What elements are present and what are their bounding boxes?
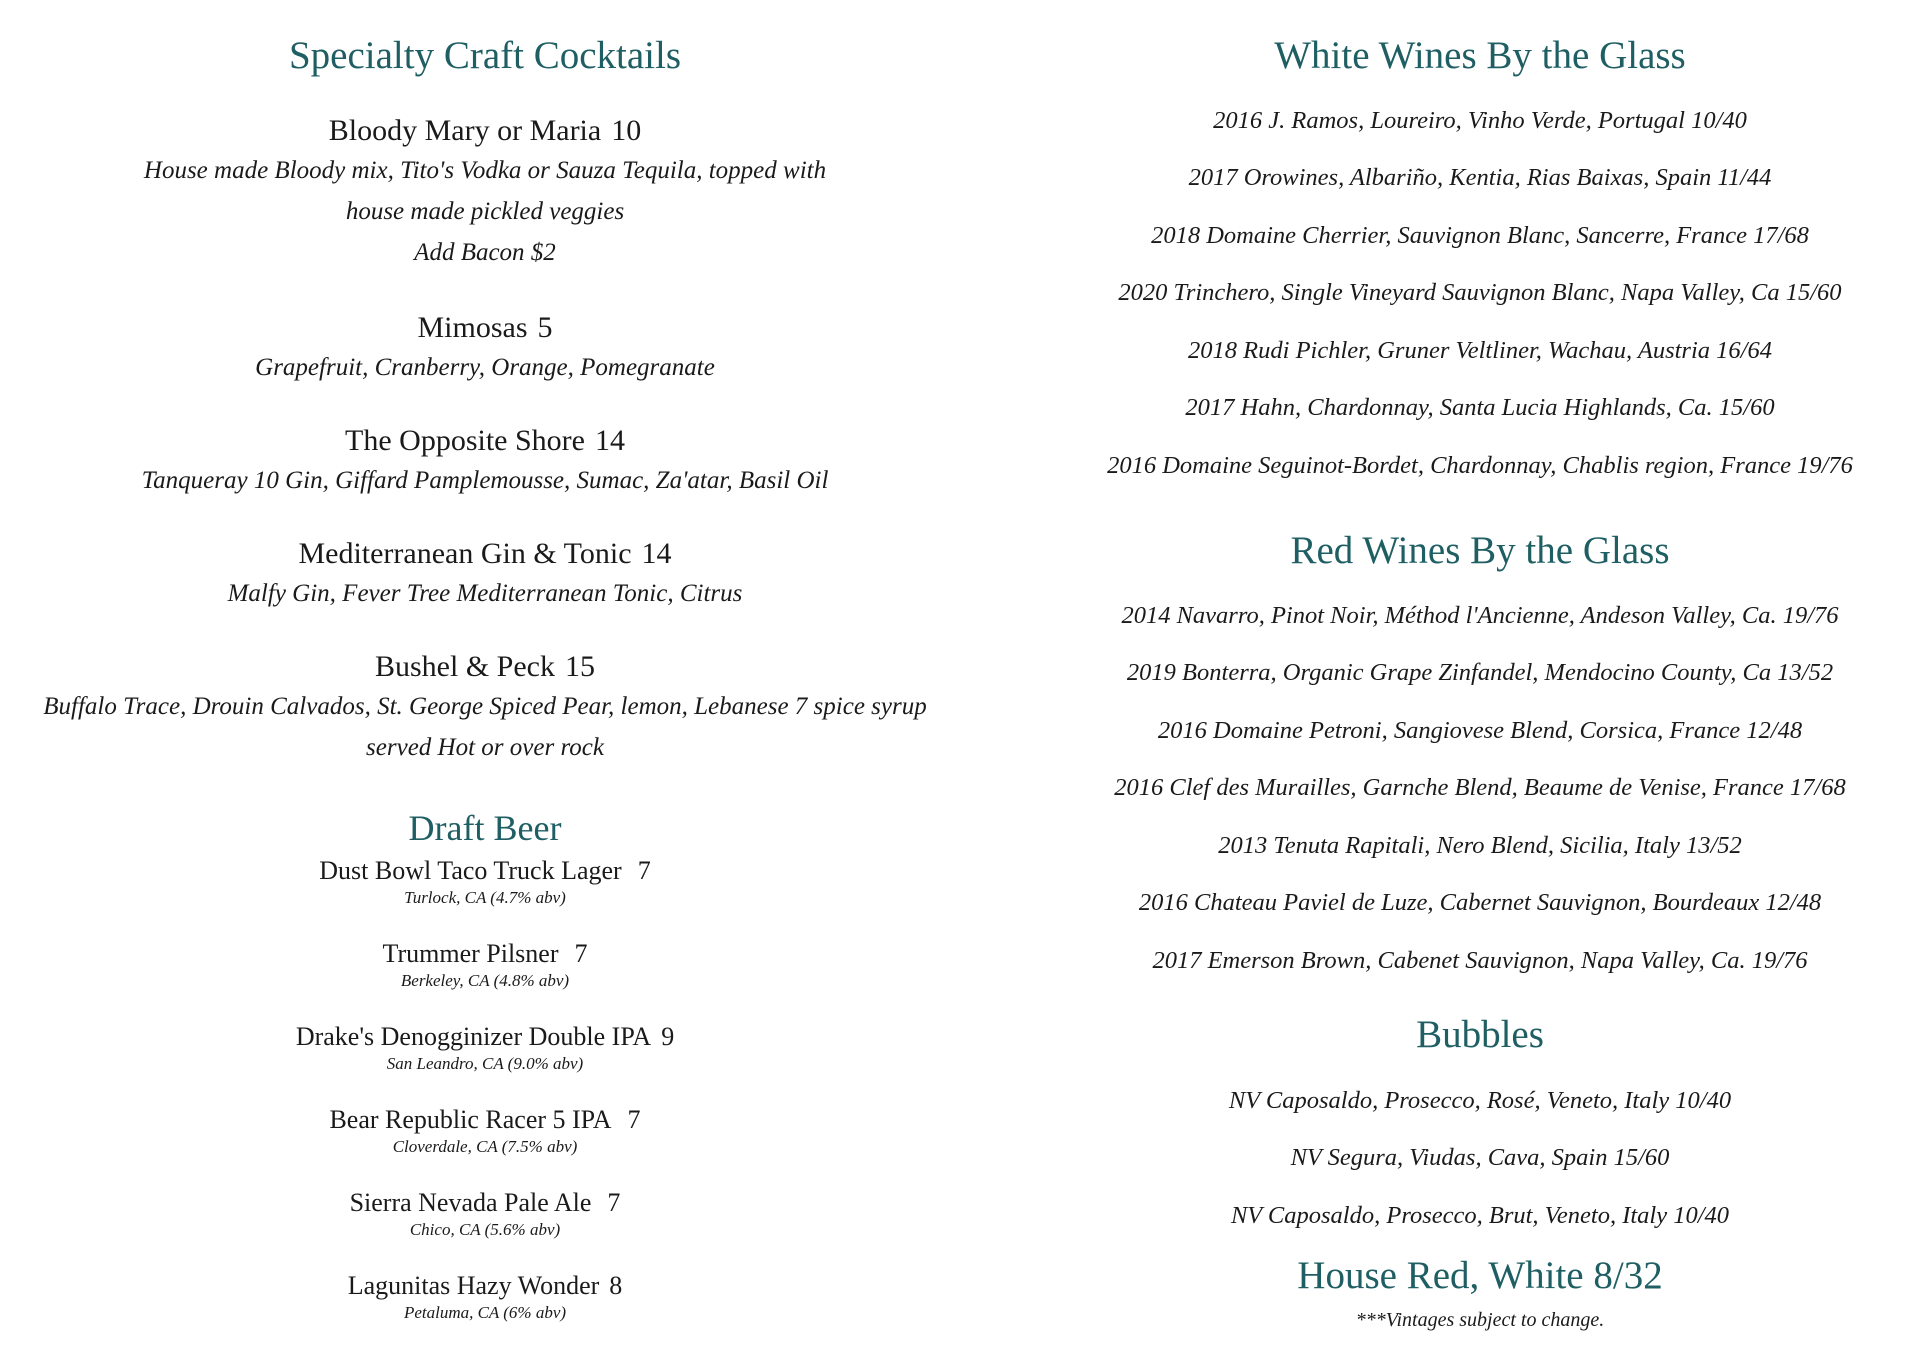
house-wine-title: House Red, White 8/32 <box>1297 1254 1663 1297</box>
cocktail-name: Bloody Mary or Maria 10 <box>328 114 642 147</box>
cocktail-name: The Opposite Shore 14 <box>345 424 625 457</box>
beer-origin: Berkeley, CA (4.8% abv) <box>400 971 570 991</box>
wine-item: 2016 J. Ramos, Loureiro, Vinho Verde, Portugal 10/40 <box>1213 107 1747 134</box>
cocktail-desc: house made pickled veggies <box>345 197 625 225</box>
bubbles-title: Bubbles <box>1416 1013 1544 1056</box>
beer-item <box>0 938 970 993</box>
wine-item: 2017 Emerson Brown, Cabenet Sauvignon, Napa Valley, Ca. 19/76 <box>1152 947 1808 974</box>
beer-name: Bear Republic Racer 5 IPA 7 <box>329 1105 641 1134</box>
beer-name: Dust Bowl Taco Truck Lager 7 <box>319 856 651 885</box>
wine-item: 2018 Domaine Cherrier, Sauvignon Blanc, Sancerre, France 17/68 <box>1151 222 1809 249</box>
wine-item: 2013 Tenuta Rapitali, Nero Blend, Sicilia, Italy 13/52 <box>1218 832 1742 859</box>
cocktail-item <box>0 309 970 388</box>
beer-item <box>0 1187 970 1242</box>
cocktail-desc: House made Bloody mix, Tito's Vodka or Sauza Tequila, topped with <box>143 156 827 184</box>
wine-item: 2018 Rudi Pichler, Gruner Veltliner, Wachau, Austria 16/64 <box>1188 337 1772 364</box>
red-wines-title: Red Wines By the Glass <box>1290 529 1670 572</box>
wine-item: 2016 Clef des Murailles, Garnche Blend, Beaume de Venise, France 17/68 <box>1114 774 1846 801</box>
beer-origin: Petaluma, CA (6% abv) <box>403 1303 567 1323</box>
cocktail-name: Bushel & Peck 15 <box>375 650 595 683</box>
beer-item <box>0 1104 970 1159</box>
beer-name: Sierra Nevada Pale Ale 7 <box>349 1188 621 1217</box>
cocktail-desc: Malfy Gin, Fever Tree Mediterranean Tonic, Citrus <box>227 579 743 607</box>
cocktails-title: Specialty Craft Cocktails <box>288 34 682 77</box>
beer-item <box>0 1270 970 1325</box>
wine-item: 2016 Domaine Petroni, Sangiovese Blend, Corsica, France 12/48 <box>1157 717 1803 744</box>
cocktail-item <box>0 648 970 768</box>
wine-item: 2020 Trinchero, Single Vineyard Sauvignon Blanc, Napa Valley, Ca 15/60 <box>1118 279 1842 306</box>
beer-name: Trummer Pilsner 7 <box>382 939 588 968</box>
wine-item: NV Caposaldo, Prosecco, Brut, Veneto, Italy 10/40 <box>1230 1202 1730 1229</box>
wine-item: 2019 Bonterra, Organic Grape Zinfandel, Mendocino County, Ca 13/52 <box>1126 659 1834 686</box>
beer-name: Lagunitas Hazy Wonder 8 <box>347 1271 623 1300</box>
wine-item: 2014 Navarro, Pinot Noir, Méthod l'Ancienne, Andeson Valley, Ca. 19/76 <box>1121 602 1839 629</box>
wine-item: NV Caposaldo, Prosecco, Rosé, Veneto, Italy 10/40 <box>1228 1087 1732 1114</box>
cocktail-name: Mediterranean Gin & Tonic 14 <box>298 537 672 570</box>
cocktail-item <box>0 112 970 273</box>
cocktail-desc: Buffalo Trace, Drouin Calvados, St. George Spiced Pear, lemon, Lebanese 7 spice syrup <box>43 692 927 720</box>
beer-origin: Turlock, CA (4.7% abv) <box>404 888 566 908</box>
wine-item: 2016 Domaine Seguinot-Bordet, Chardonnay, Chablis region, France 19/76 <box>1107 452 1853 479</box>
beer-origin: Cloverdale, CA (7.5% abv) <box>392 1137 578 1157</box>
cocktail-name: Mimosas 5 <box>417 311 553 344</box>
white-wines-title: White Wines By the Glass <box>1274 34 1686 77</box>
wine-item: 2017 Orowines, Albariño, Kentia, Rias Baixas, Spain 11/44 <box>1188 164 1772 191</box>
draft-beer-title: Draft Beer <box>408 808 562 848</box>
cocktail-item <box>0 535 970 614</box>
beer-item <box>0 855 970 910</box>
cocktail-item <box>0 422 970 501</box>
vintage-note: ***Vintages subject to change. <box>1355 1309 1605 1331</box>
beer-origin: Chico, CA (5.6% abv) <box>409 1220 561 1240</box>
beer-origin: San Leandro, CA (9.0% abv) <box>386 1054 584 1074</box>
cocktail-desc: served Hot or over rock <box>366 733 604 761</box>
cocktail-desc: Tanqueray 10 Gin, Giffard Pamplemousse, Sumac, Za'atar, Basil Oil <box>141 466 829 494</box>
beer-item <box>0 1021 970 1076</box>
wine-item: 2017 Hahn, Chardonnay, Santa Lucia Highlands, Ca. 15/60 <box>1185 394 1775 421</box>
beer-name: Drake's Denogginizer Double IPA 9 <box>295 1022 675 1051</box>
wine-item: 2016 Chateau Paviel de Luze, Cabernet Sauvignon, Bourdeaux 12/48 <box>1138 889 1822 916</box>
wine-item: NV Segura, Viudas, Cava, Spain 15/60 <box>1290 1144 1670 1171</box>
cocktail-desc: Add Bacon $2 <box>414 238 556 266</box>
cocktail-desc: Grapefruit, Cranberry, Orange, Pomegranate <box>255 353 715 381</box>
